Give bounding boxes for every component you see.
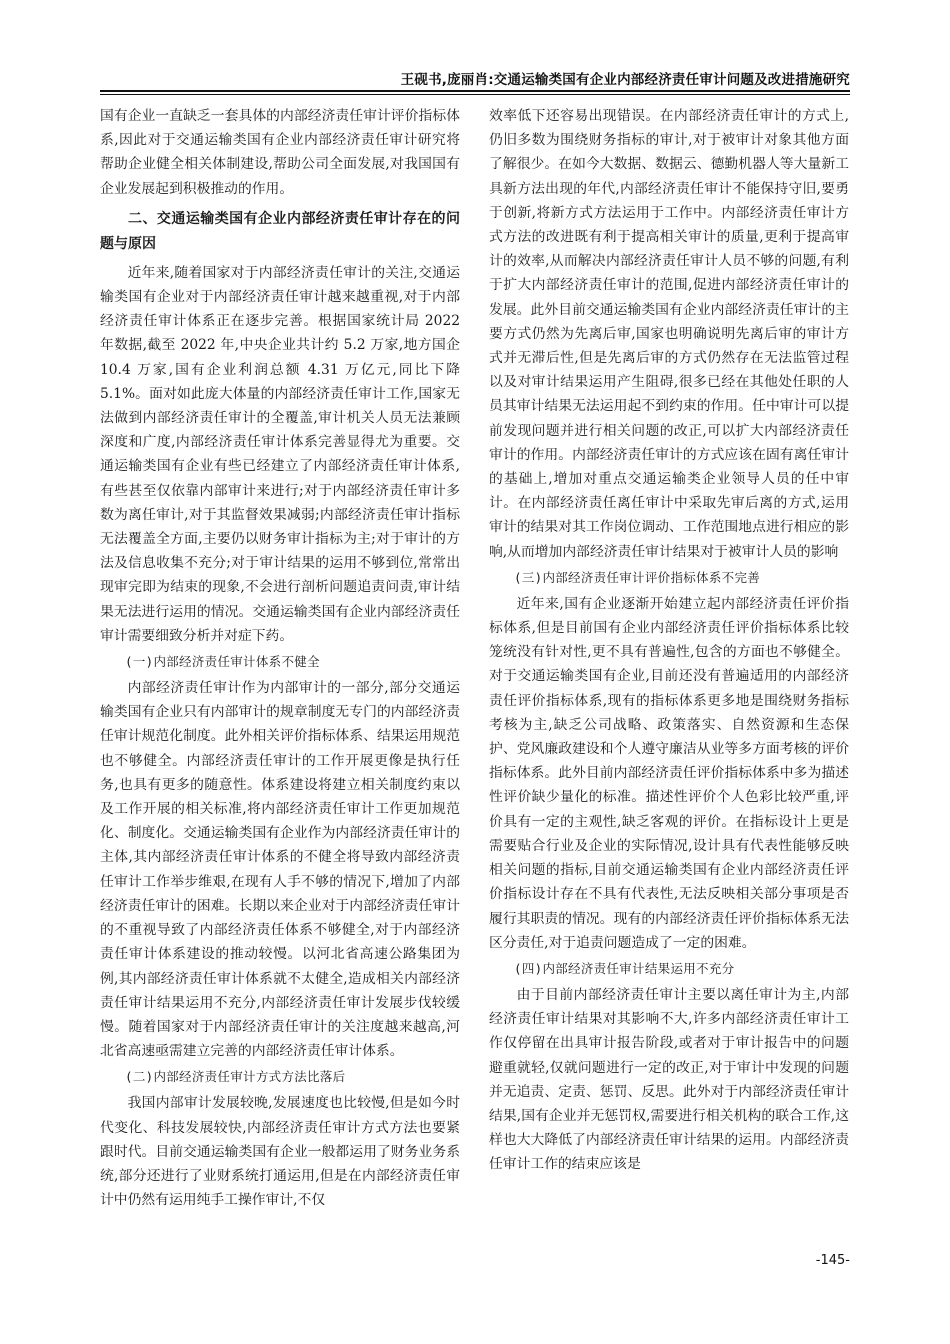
section-2-paragraph: 近年来,随着国家对于内部经济责任审计的关注,交通运输类国有企业对于内部经济责任审计越来越重视,对于内部经济责任审计体系正在逐步完善。根据国家统计局 2022 年数据,截至 2022 年,中央企业共计约 5.2 万家,地方国企 10.4 万家,国有企业利润总额 4.31 万亿元,同比下降 5.1%。面对如此庞大体量的内部经济责任审计工作,国家无法做到内部经济责任审计的全覆盖,审计机关人员无法兼顾深度和广度,内部经济责任审计体系完善显得尤为重要。交通运输类国有企业有些已经建立了内部经济责任审计体系,有些甚至仅依靠内部审计来进行;对于内部经济责任审计多数为离任审计,对于其监督效果减弱;内部经济责任审计指标无法覆盖全方面,主要仍以财务审计指标为主;对于审计的方法及信息收集不充分;对于审计结果的运用不够到位,常常出现审完即为结束的现象,不会进行剖析问题追责问责,审计结果无法进行运用的情况。交通运输类国有企业内部经济责任审计需要细致分析并对症下药。 xyxy=(100,264,460,644)
left-column xyxy=(100,104,460,1212)
page-number: -145- xyxy=(815,1253,850,1268)
subsection-4-paragraph: 由于目前内部经济责任审计主要以离任审计为主,内部经济责任审计结果对其影响不大,许多内部经济责任审计工作仅停留在出具审计报告阶段,或者对于审计报告中的问题避重就轻,仅就问题进行一定的改正,对于审计中发现的问题并无追责、定责、惩罚、反思。此外对于内部经济责任审计结果,国有企业并无惩罚权,需要进行相关机构的联合工作,这样也大大降低了内部经济责任审计结果的运用。内部经济责任审计工作的结束应该是 xyxy=(489,986,849,1173)
subsection-1-paragraph: 内部经济责任审计作为内部审计的一部分,部分交通运输类国有企业只有内部审计的规章制度无专门的内部经济责任审计规范化制度。此外相关评价指标体系、结果运用规范也不够健全。内部经济责任审计的工作开展更像是执行任务,也具有更多的随意性。体系建设将建立相关制度约束以及工作开展的相关标准,将内部经济责任审计工作更加规范化、制度化。交通运输类国有企业作为内部经济责任审计的主体,其内部经济责任审计体系的不健全将导致内部经济责任审计工作举步维艰,在现有人手不够的情况下,增加了内部经济责任审计的困难。长期以来企业对于内部经济责任审计的不重视导致了内部经济责任体系不够健全,对于内部经济责任审计体系建设的推动较慢。以河北省高速公路集团为例,其内部经济责任审计体系就不太健全,造成相关内部经济责任审计结果运用不充分,内部经济责任审计发展步伐较缓慢。随着国家对于内部经济责任审计的关注度越来越高,河北省高速亟需建立完善的内部经济责任审计体系。 xyxy=(100,680,460,1060)
running-header xyxy=(0,40,950,96)
right-column xyxy=(489,104,849,1177)
subsection-3-paragraph: 近年来,国有企业逐渐开始建立起内部经济责任评价指标体系,但是目前国有企业内部经济责任评价指标体系比较笼统没有针对性,更不具有普遍性,包含的方面也不够健全。对于交通运输类国有企业,目前还没有普遍适用的内部经济责任评价指标体系,现有的指标体系更多地是围绕财务指标考核为主,缺乏公司战略、政策落实、自然资源和生态保护、党风廉政建设和个人遵守廉洁从业等多方面考核的评价指标体系。此外目前内部经济责任评价指标体系中多为描述性评价缺少量化的标准。描述性评价个人色彩比较严重,评价具有一定的主观性,缺乏客观的评价。在指标设计上更是需要贴合行业及企业的实际情况,设计具有代表性能够反映相关问题的指标,目前交通运输类国有企业内部经济责任评价指标设计存在不具有代表性,无法反映相关部分事项是否履行其职责的情况。现有的内部经济责任评价指标体系无法区分责任,对于追责问题造成了一定的困难。 xyxy=(489,595,849,951)
continued-paragraph: 效率低下还容易出现错误。在内部经济责任审计的方式上,仍旧多数为围绕财务指标的审计,对于被审计对象其他方面了解很少。在如今大数据、数据云、德勤机器人等大量新工具新方法出现的年代,内部经济责任审计不能保持守旧,要勇于创新,将新方式方法运用于工作中。内部经济责任审计方式方法的改进既有利于提高相关审计的质量,更利于提高审计的效率,从而解决内部经济责任审计人员不够的问题,有利于扩大内部经济责任审计的范围,促进内部经济责任审计的发展。此外目前交通运输类国有企业内部经济责任审计的主要方式仍然为先离后审,国家也明确说明先离后审的审计方式并无滞后性,但是先离后审的方式仍然存在无法监管过程以及对审计结果运用产生阻碍,很多已经在其他处任职的人员其审计结果无法运用起不到约束的作用。任中审计可以提前发现问题并进行相关问题的改正,可以扩大内部经济责任审计的作用。内部经济责任审计的方式应该在固有离任审计的基础上,增加对重点交通运输类企业领导人员的任中审计。在内部经济责任离任审计中采取先审后离的方式,运用审计的结果对其工作岗位调动、工作范围地点进行相应的影响,从而增加内部经济责任审计结果对于被审计人员的影响 xyxy=(489,108,849,560)
subsection-1-heading: (一)内部经济责任审计体系不健全 xyxy=(125,654,320,670)
header-rule-thin xyxy=(100,94,850,95)
running-title: 王砚书,庞丽肖:交通运输类国有企业内部经济责任审计问题及改进措施研究 xyxy=(400,72,850,88)
intro-paragraph: 国有企业一直缺乏一套具体的内部经济责任审计评价指标体系,因此对于交通运输类国有企业内部经济责任审计研究将帮助企业健全相关体制建设,帮助公司全面发展,对我国国有企业发展起到积极推动的作用。 xyxy=(100,108,460,197)
subsection-3-heading: (三)内部经济责任审计评价指标体系不完善 xyxy=(514,569,761,585)
subsection-2-paragraph: 我国内部审计发展较晚,发展速度也比较慢,但是如今时代变化、科技发展较快,内部经济责任审计方式方法也要紧跟时代。目前交通运输类国有企业一般都运用了财务业务系统,部分还进行了业财系统打通运用,但是在内部经济责任审计中仍然有运用纯手工操作审计,不仅 xyxy=(100,1095,460,1209)
subsection-2-heading: (二)内部经济责任审计方式方法比落后 xyxy=(125,1069,346,1085)
section-2-heading: 二、交通运输类国有企业内部经济责任审计存在的问题与原因 xyxy=(100,210,460,252)
header-rule-thick xyxy=(100,90,850,92)
subsection-4-heading: (四)内部经济责任审计结果运用不充分 xyxy=(514,960,735,976)
